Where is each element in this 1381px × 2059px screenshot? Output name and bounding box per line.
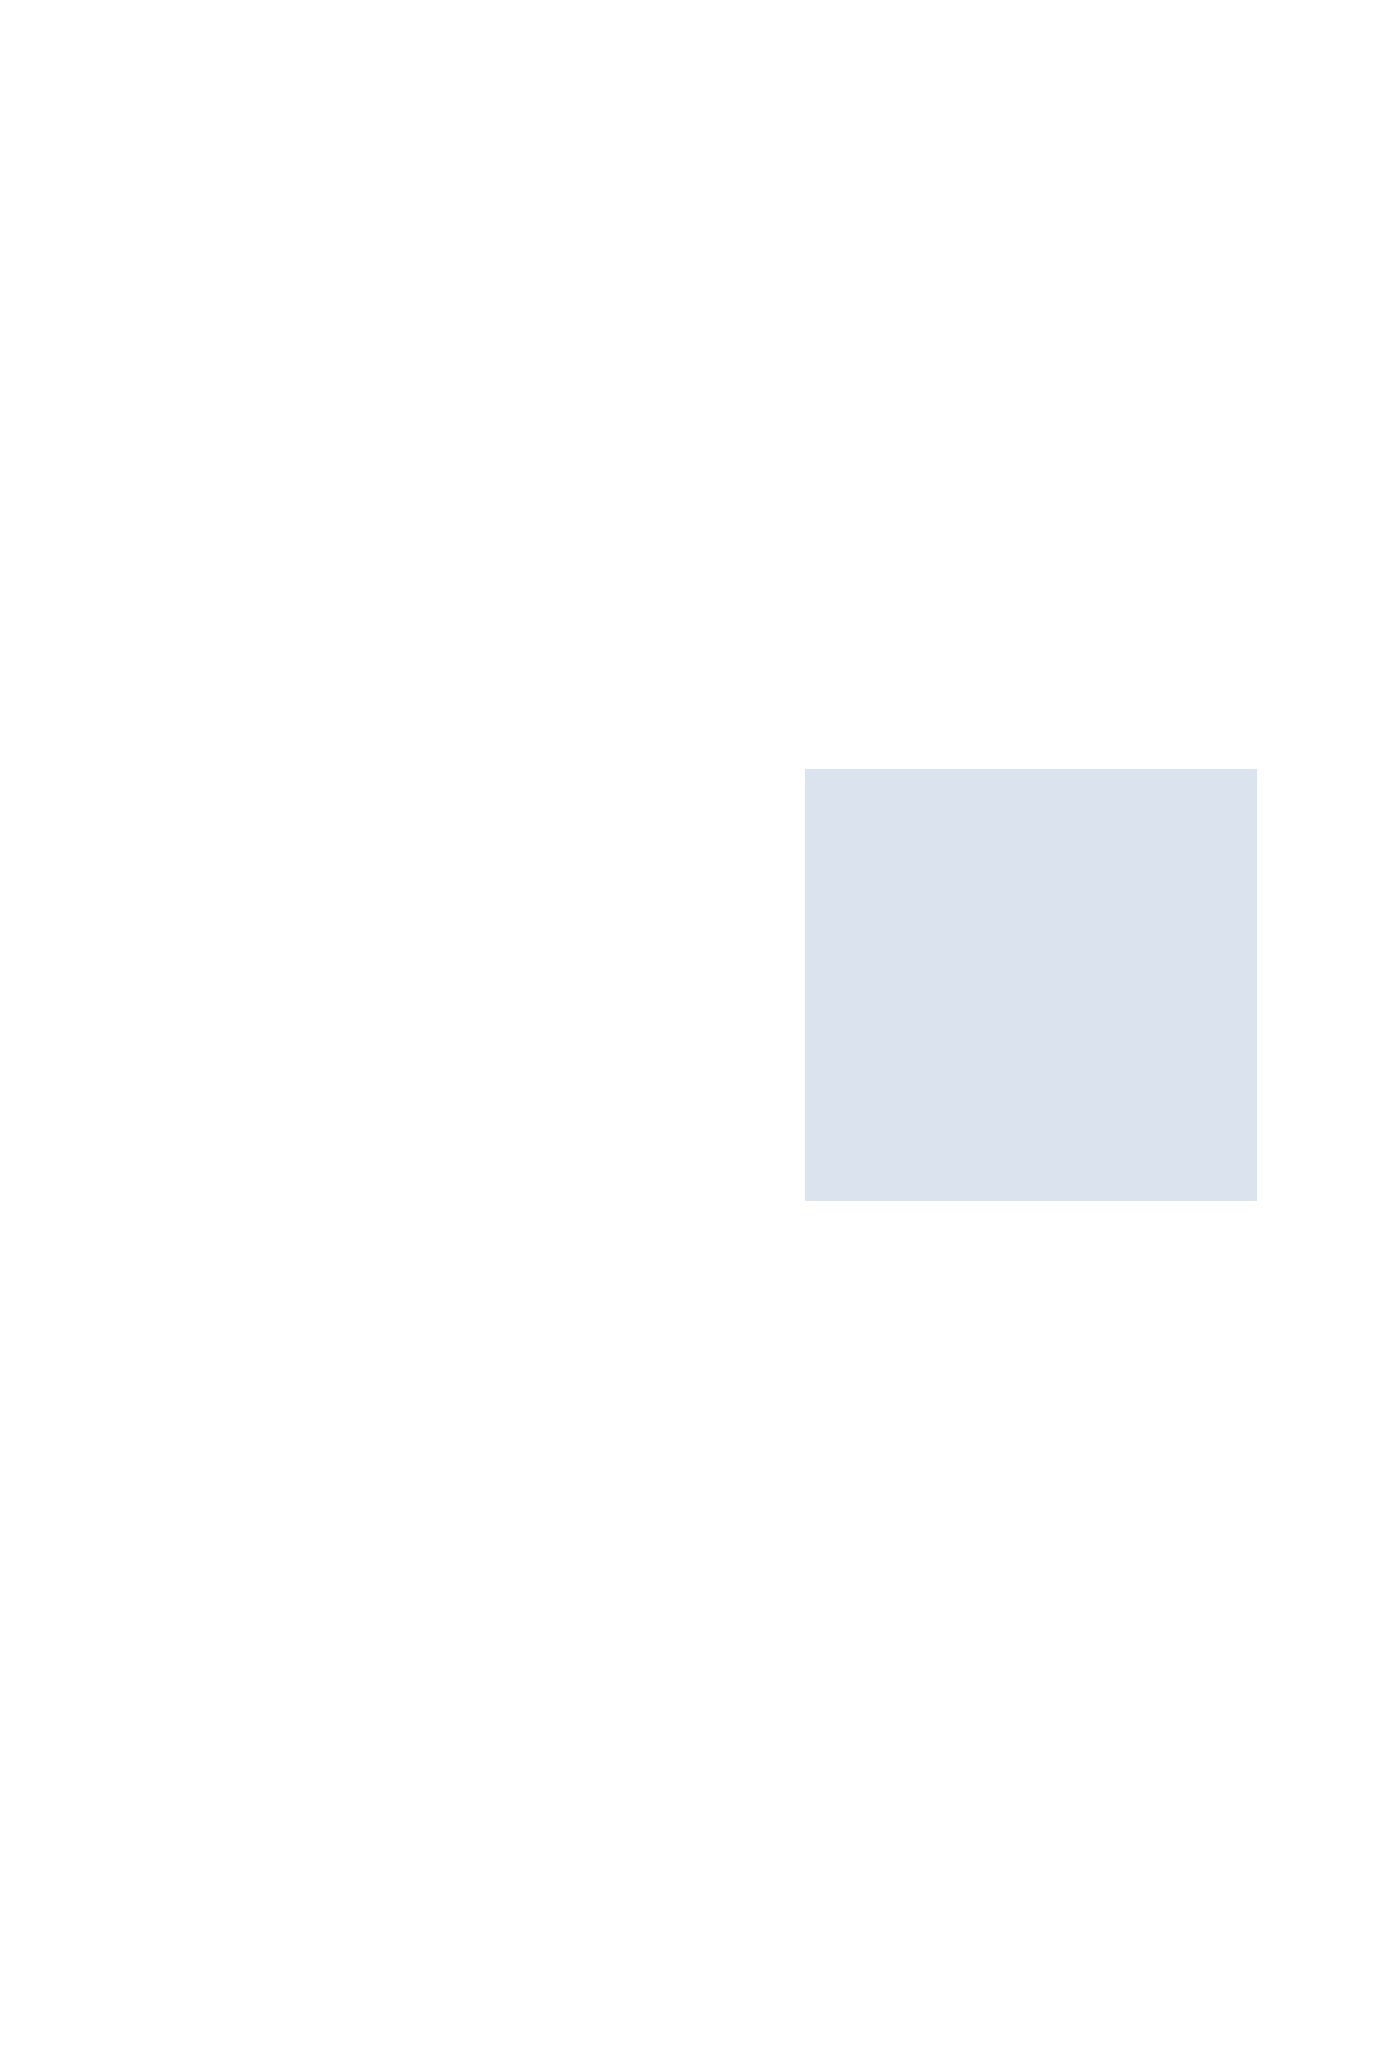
partners-hexagon-diagram	[805, 769, 1257, 1201]
wrapped-section	[133, 763, 1257, 1207]
partners-diagram	[805, 769, 1257, 1201]
